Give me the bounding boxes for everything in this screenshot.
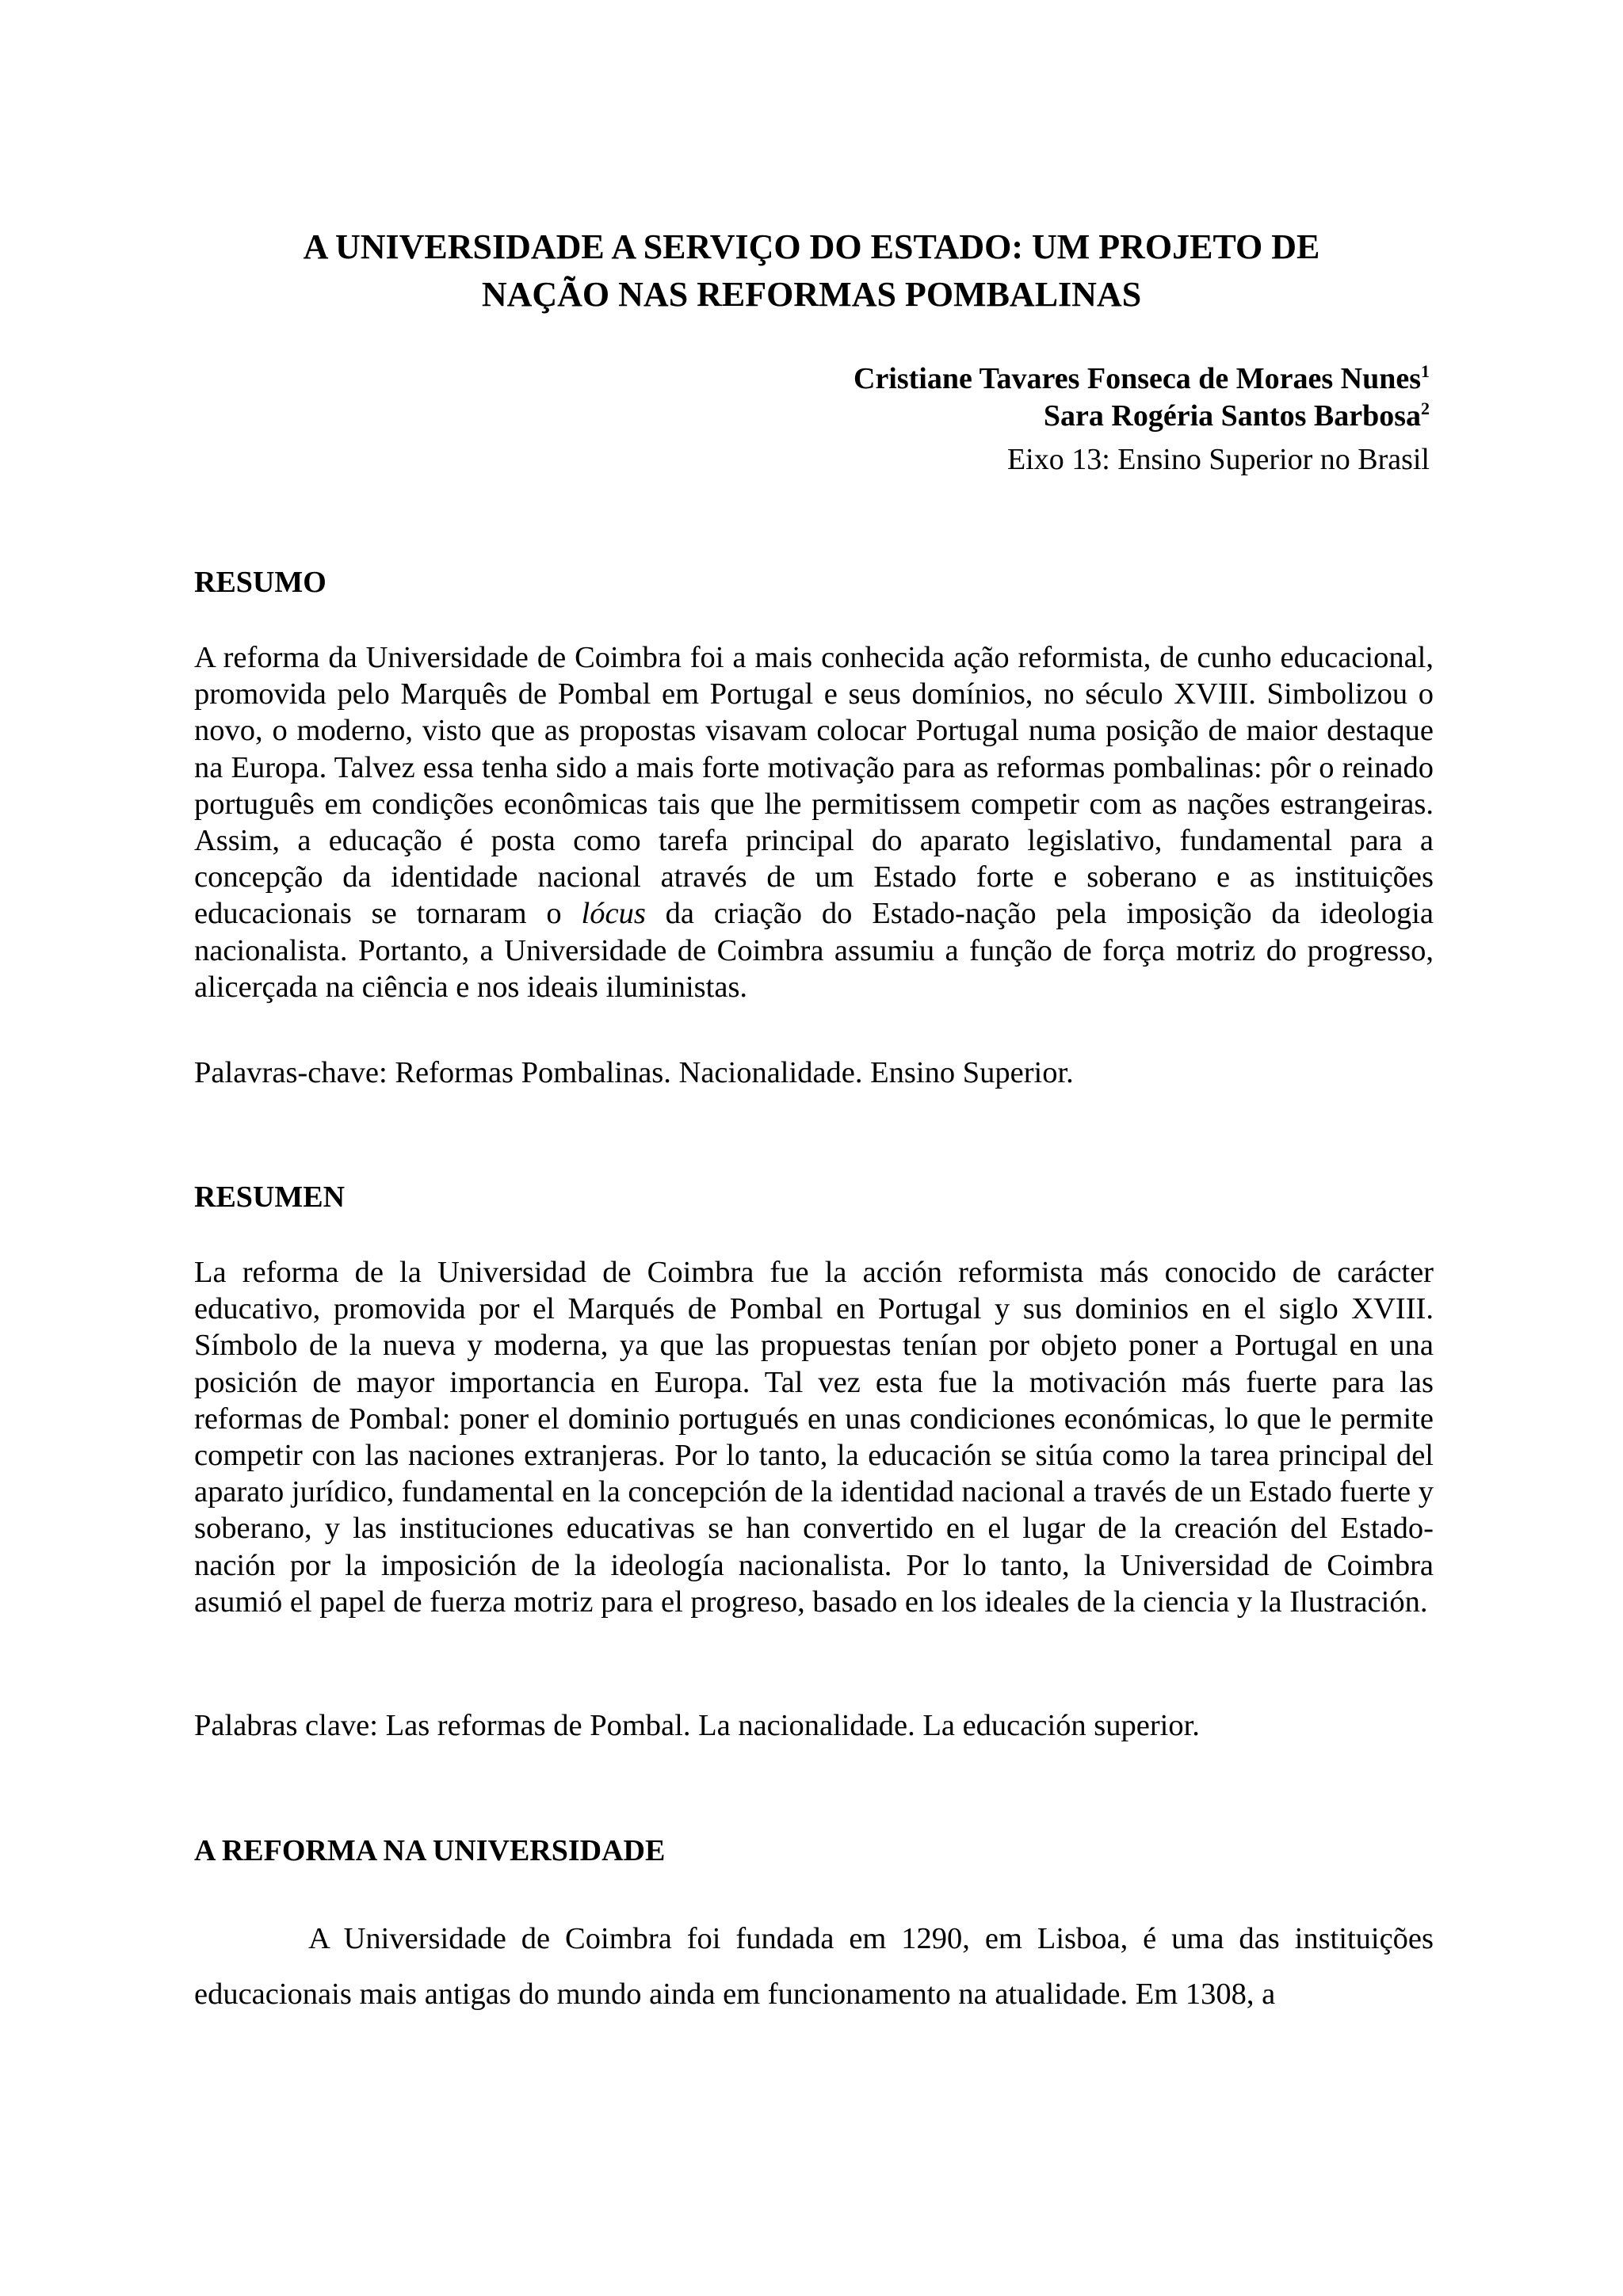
eixo-label: Eixo 13: Ensino Superior no Brasil	[1006, 443, 1430, 476]
paper-title-line-1: A UNIVERSIDADE A SERVIÇO DO ESTADO: UM PROJETO DE	[303, 227, 1320, 266]
author-1-name: Cristiane Tavares Fonseca de Moraes Nunes	[854, 362, 1421, 395]
section-body-paragraph: A Universidade de Coimbra foi fundada em 1290, em Lisboa, é uma das instituições educacionais mais antigas do mundo ainda em funcionamento na atualidade. Em 1308, a	[194, 1922, 1434, 2011]
resumen-heading: RESUMEN	[194, 1180, 346, 1214]
author-1	[854, 360, 1430, 398]
section-heading-reforma: A REFORMA NA UNIVERSIDADE	[194, 1834, 666, 1867]
author-1-footnote-marker[interactable]: 1	[1421, 361, 1430, 381]
resumen-abstract: La reforma de la Universidad de Coimbra fue la acción reformista más conocido de carácter educativo, promovida por el Marqués de Pombal en Portugal y sus dominios en el siglo XVIII. Símbolo de la nueva y moderna, ya que las propuestas tenían por objeto poner a Portugal en una posición de mayor importancia en Europa. Tal vez esta fue la motivación más fuerte para las reformas de Pombal: poner el dominio portugués en unas condiciones económicas, lo que le permite competir con las naciones extranjeras. Por lo tanto, la educación se sitúa como la tarea principal del aparato jurídico, fundamental en la concepción de la identidad nacional a través de un Estado fuerte y soberano, y las instituciones educativas se han convertido en el lugar de la creación del Estado-nación por la imposición de la ideología nacionalista. Por lo tanto, la Universidad de Coimbra asumió el papel de fuerza motriz para el progreso, basado en los ideales de la ciencia y la Ilustración.	[194, 1256, 1434, 1619]
resumo-italic-locus: lócus	[581, 897, 646, 931]
author-2	[854, 398, 1430, 435]
resumo-keywords: Palavras-chave: Reformas Pombalinas. Nacionalidade. Ensino Superior.	[194, 1056, 1074, 1089]
author-block	[854, 360, 1430, 479]
paper-title-line-2: NAÇÃO NAS REFORMAS POMBALINAS	[481, 275, 1142, 314]
resumo-text-part-2: da criação do Estado-nação pela imposição da ideologia nacionalista. Portanto, a Universidade de Coimbra assumiu a função de força motriz do progresso, alicerçada na ciência e nos ideais iluministas.	[194, 897, 1434, 1004]
resumo-heading: RESUMO	[194, 566, 327, 599]
resumo-abstract	[194, 639, 1434, 1005]
paper-title	[198, 223, 1425, 318]
resumo-text-part-1: A reforma da Universidade de Coimbra foi a mais conhecida ação reformista, de cunho educacional, promovida pelo Marquês de Pombal em Portugal e seus domínios, no século XVIII. Simbolizou o novo, o moderno, visto que as propostas visavam colocar Portugal numa posição de maior destaque na Europa. Talvez essa tenha sido a mais forte motivação para as reformas pombalinas: pôr o reinado português em condições econômicas tais que lhe permitissem competir com as nações estrangeiras. Assim, a educação é posta como tarefa principal do aparato legislativo, fundamental para a concepção da identidade nacional através de um Estado forte e soberano e as instituições educacionais se tornaram o	[194, 641, 1434, 931]
author-2-footnote-marker[interactable]: 2	[1421, 399, 1430, 418]
author-2-name: Sara Rogéria Santos Barbosa	[1043, 399, 1421, 433]
resumen-keywords: Palabras clave: Las reformas de Pombal. La nacionalidade. La educación superior.	[194, 1709, 1200, 1742]
